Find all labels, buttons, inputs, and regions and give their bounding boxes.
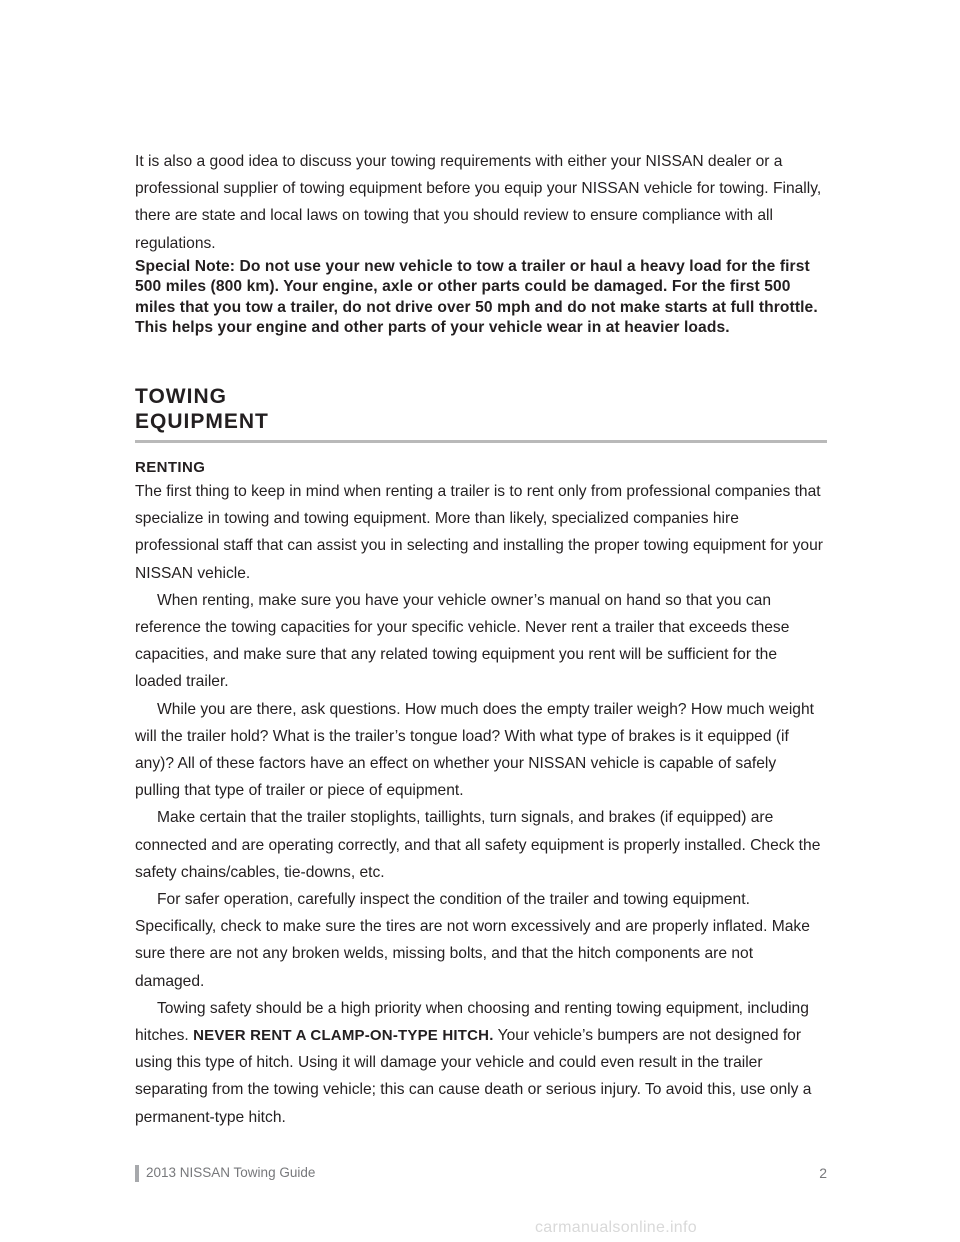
renting-paragraph-6 <box>135 995 825 1131</box>
intro-block <box>135 148 825 339</box>
renting-block <box>135 458 825 1131</box>
page-footer <box>135 1162 827 1182</box>
clamp-hitch-warning: NEVER RENT A CLAMP-ON-TYPE HITCH. <box>193 1027 494 1045</box>
renting-paragraph-4: Make certain that the trailer stoplights, taillights, turn signals, and brakes (if equipped) are connected and are operating correctly, and that all safety equipment is properly installed. Check the safety chains/cables, tie-downs, etc. <box>135 809 821 881</box>
renting-paragraph-3: While you are there, ask questions. How much does the empty trailer weigh? How much weight will the trailer hold? What is the trailer’s tongue load? With what type of brakes is it equipped (if any)? All of these factors have an effect on whether your NISSAN vehicle is capable of safely pulling that type of trailer or piece of equipment. <box>135 700 814 800</box>
intro-paragraph: It is also a good idea to discuss your towing requirements with either your NISSAN dealer or a professional supplier of towing equipment before you equip your NISSAN vehicle for towing. Finally, there are state and local laws on towing that you should review to ensure compliance with all regulations. <box>135 153 822 252</box>
section-heading <box>135 384 827 443</box>
renting-paragraph-1: The first thing to keep in mind when renting a trailer is to rent only from professional companies that specialize in towing and towing equipment. More than likely, specialized companies hire professional staff that can assist you in selecting and installing the proper towing equipment for your NISSAN vehicle. <box>135 483 823 582</box>
section-heading-line-1: TOWING <box>135 385 227 408</box>
special-note: Special Note: Do not use your new vehicle to tow a trailer or haul a heavy load for the first 500 miles (800 km). Your engine, axle or other parts could be damaged. For the first 500 miles that you tow a trailer, do not drive over 50 mph and do not make starts at full throttle. This helps your engine and other parts of your vehicle wear in at heavier loads. <box>135 257 818 337</box>
renting-paragraph-5: For safer operation, carefully inspect the condition of the trailer and towing equipment. Specifically, check to make sure the tires are not worn excessively and are properly inflated. Make sure there are not any broken welds, missing bolts, and that the hitch components are not damaged. <box>135 891 810 990</box>
page-number: 2 <box>819 1165 827 1181</box>
section-heading-line-2: EQUIPMENT <box>135 410 269 433</box>
renting-subheading: RENTING <box>135 459 206 476</box>
footer-accent-bar <box>135 1165 139 1182</box>
renting-paragraph-2: When renting, make sure you have your vehicle owner’s manual on hand so that you can reference the towing capacities for your specific vehicle. Never rent a trailer that exceeds these capacities, and make sure that any related towing equipment you rent will be sufficient for the loaded trailer. <box>135 591 790 691</box>
watermark: carmanualsonline.info <box>535 1219 697 1236</box>
footer-title: 2013 NISSAN Towing Guide <box>146 1165 316 1180</box>
paragraph-6-text-after: Your vehicle’s bumpers are not designed for using this type of hitch. Using it will damage your vehicle and could even result in the trailer separating from the towing vehicle; this can cause death or serious injury. To avoid this, use only a permanent-type hitch. <box>135 1027 812 1126</box>
paragraph-6-text-before: Towing safety should be a high priority when choosing and renting towing equipment, including hitches. <box>135 999 809 1045</box>
